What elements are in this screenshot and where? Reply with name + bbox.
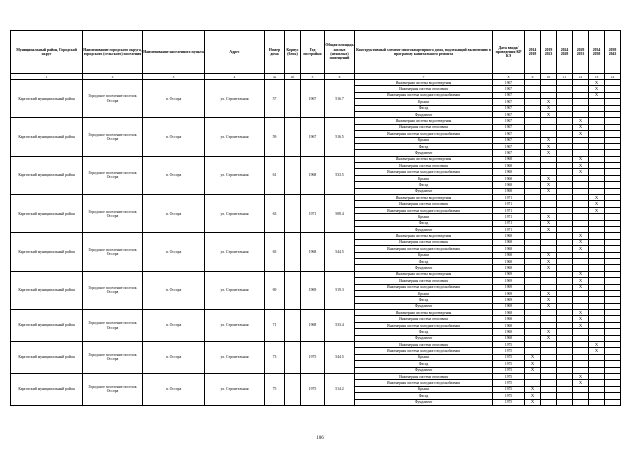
year-built-cell: 1975 [301,342,325,374]
period-mark-cell: X [541,175,557,181]
structural-element-cell: Фасад [355,361,493,367]
structural-element-cell: Фундамент [355,367,493,373]
column-header: Конструктивный элемент многоквартирного дома, подлежащий включению в программу капитального ремонта [355,31,493,74]
commission-date-cell: 1969 [493,284,525,290]
commission-date-cell: 1969 [493,290,525,296]
locality-cell: п. Оссора [143,80,205,118]
building-block-cell [285,271,301,309]
structural-element-cell: Инженерная система водоотведения [355,195,493,201]
period-mark-cell: X [589,80,605,86]
column-number: 6 [325,74,355,80]
commission-date-cell: 1967 [493,99,525,105]
period-mark-cell: X [541,214,557,220]
year-built-cell: 1969 [301,271,325,309]
commission-date-cell: 1975 [493,373,525,379]
commission-date-cell: 1975 [493,348,525,354]
column-number: 3 [143,74,205,80]
period-mark-cell: X [541,303,557,309]
locality-cell: п. Оссора [143,342,205,374]
period-mark-cell: X [541,335,557,341]
commission-date-cell: 1967 [493,86,525,92]
building-block-cell [285,373,301,405]
structural-element-cell: Инженерная система отопления [355,239,493,245]
column-number: 8 [493,74,525,80]
commission-date-cell: 1969 [493,271,525,277]
period-mark-cell: X [541,297,557,303]
structural-element-cell: Крыша [355,290,493,296]
structural-element-cell: Инженерная система холодного водоснабжения [355,348,493,354]
commission-date-cell: 1967 [493,118,525,124]
period-mark-cell: X [573,310,589,316]
column-number: 11 [557,74,573,80]
column-number: 10 [541,74,557,80]
commission-date-cell: 1968 [493,239,525,245]
column-header: Муниципальный район, Городской округ [11,31,83,74]
structural-element-cell: Фасад [355,182,493,188]
structural-element-cell: Фундамент [355,335,493,341]
structural-element-cell: Фундамент [355,150,493,156]
area-cell: 516.5 [325,118,355,156]
column-header: Корпус (блок) [285,31,301,74]
district-cell: Каргатский муниципальный район [11,373,83,405]
structural-element-cell: Фундамент [355,188,493,194]
column-header: Наименование городского округа, городского (сельского) поселения [83,31,143,74]
period-mark-cell: X [541,226,557,232]
column-header: Год постройки [301,31,325,74]
period-mark-cell: X [541,290,557,296]
column-header: 2039 2043 [605,31,621,74]
column-number: 9 [525,74,541,80]
period-mark-cell: X [541,99,557,105]
house-number-cell: 59 [265,118,285,156]
commission-date-cell: 1968 [493,246,525,252]
column-header: Дата ввода/ проведения КР КЭ [493,31,525,74]
column-number: 13 [589,74,605,80]
commission-date-cell: 1967 [493,111,525,117]
period-mark-cell: X [525,361,541,367]
house-number-cell: 69 [265,271,285,309]
year-built-cell: 1967 [301,118,325,156]
structural-element-cell: Инженерная система холодного водоснабжения [355,131,493,137]
house-number-cell: 71 [265,310,285,342]
structural-element-cell: Инженерная система отопления [355,86,493,92]
locality-cell: п. Оссора [143,195,205,233]
table-body [11,80,621,406]
house-number-cell: 63 [265,195,285,233]
structural-element-cell: Фундамент [355,111,493,117]
structural-element-cell: Фасад [355,258,493,264]
structural-element-cell: Инженерная система холодного водоснабжения [355,284,493,290]
area-cell: 514.2 [325,373,355,405]
commission-date-cell: 1968 [493,175,525,181]
period-mark-cell: X [541,265,557,271]
column-number: 4a [265,74,285,80]
period-mark-cell: X [541,329,557,335]
program-table-wrapper [10,30,621,406]
settlement-cell: Городское поселение поселок Оссора [83,373,143,405]
structural-element-cell: Фасад [355,393,493,399]
commission-date-cell: 1967 [493,80,525,86]
period-mark-cell [541,399,557,405]
period-mark-cell: X [573,316,589,322]
building-block-cell [285,80,301,118]
structural-element-cell: Инженерная система водоотведения [355,118,493,124]
commission-date-cell: 1975 [493,393,525,399]
commission-date-cell: 1967 [493,105,525,111]
period-mark-cell: X [573,233,589,239]
building-block-cell [285,195,301,233]
commission-date-cell: 1975 [493,354,525,360]
structural-element-cell: Фундамент [355,303,493,309]
commission-date-cell: 1968 [493,329,525,335]
year-built-cell: 1967 [301,80,325,118]
address-cell: ул. Строительная [205,118,265,156]
column-header: Номер дома [265,31,285,74]
period-mark-cell: X [573,246,589,252]
column-number: 14 [605,74,621,80]
structural-element-cell: Инженерная система холодного водоснабжения [355,169,493,175]
house-number-cell: 61 [265,156,285,194]
year-built-cell: 1971 [301,195,325,233]
commission-date-cell: 1975 [493,380,525,386]
commission-date-cell: 1975 [493,386,525,392]
structural-element-cell: Инженерная система отопления [355,278,493,284]
commission-date-cell: 1968 [493,258,525,264]
period-mark-cell: X [525,393,541,399]
period-mark-cell: X [573,278,589,284]
period-mark-cell: X [573,284,589,290]
address-cell: ул. Строительная [205,80,265,118]
structural-element-cell: Крыша [355,252,493,258]
column-header: 2029 2033 [573,31,589,74]
commission-date-cell: 1968 [493,233,525,239]
period-mark-cell: X [573,239,589,245]
period-mark-cell: X [589,92,605,98]
commission-date-cell: 1968 [493,252,525,258]
commission-date-cell: 1975 [493,342,525,348]
commission-date-cell: 1967 [493,137,525,143]
commission-date-cell: 1967 [493,150,525,156]
house-number-cell: 57 [265,80,285,118]
structural-element-cell: Инженерная система холодного водоснабжения [355,92,493,98]
period-mark-cell: X [589,207,605,213]
locality-cell: п. Оссора [143,271,205,309]
commission-date-cell: 1968 [493,310,525,316]
commission-date-cell: 1971 [493,214,525,220]
area-cell: 533.4 [325,310,355,342]
building-block-cell [285,342,301,374]
period-mark-cell [605,399,621,405]
column-header: 2034 2038 [589,31,605,74]
structural-element-cell: Крыша [355,386,493,392]
settlement-cell: Городское поселение поселок Оссора [83,80,143,118]
period-mark-cell: X [573,156,589,162]
column-header: Адрес [205,31,265,74]
period-mark-cell: X [541,182,557,188]
period-mark-cell: X [573,169,589,175]
locality-cell: п. Оссора [143,373,205,405]
district-cell: Каргатский муниципальный район [11,80,83,118]
area-cell: 533.5 [325,156,355,194]
commission-date-cell: 1969 [493,297,525,303]
commission-date-cell: 1971 [493,195,525,201]
structural-element-cell: Фундамент [355,226,493,232]
structural-element-cell: Инженерная система холодного водоснабжения [355,380,493,386]
district-cell: Каргатский муниципальный район [11,156,83,194]
period-mark-cell: X [541,143,557,149]
year-built-cell: 1975 [301,373,325,405]
column-header: Наименование населенного пункта [143,31,205,74]
structural-element-cell: Инженерная система отопления [355,124,493,130]
commission-date-cell: 1975 [493,399,525,405]
commission-date-cell: 1967 [493,131,525,137]
structural-element-cell: Инженерная система водоотведения [355,156,493,162]
district-cell: Каргатский муниципальный район [11,195,83,233]
column-number: 12 [573,74,589,80]
commission-date-cell: 1971 [493,220,525,226]
structural-element-cell: Инженерная система водоотведения [355,310,493,316]
district-cell: Каргатский муниципальный район [11,118,83,156]
structural-element-cell: Фасад [355,143,493,149]
locality-cell: п. Оссора [143,233,205,271]
settlement-cell: Городское поселение поселок Оссора [83,118,143,156]
address-cell: ул. Строительная [205,310,265,342]
locality-cell: п. Оссора [143,156,205,194]
commission-date-cell: 1967 [493,92,525,98]
header-row [11,31,621,74]
commission-date-cell: 1969 [493,303,525,309]
address-cell: ул. Строительная [205,342,265,374]
column-number: 4 [205,74,265,80]
district-cell: Каргатский муниципальный район [11,233,83,271]
locality-cell: п. Оссора [143,118,205,156]
period-mark-cell: X [541,105,557,111]
commission-date-cell: 1968 [493,316,525,322]
column-number: 5 [301,74,325,80]
structural-element-cell: Инженерная система отопления [355,373,493,379]
structural-element-cell: Инженерная система отопления [355,163,493,169]
district-cell: Каргатский муниципальный район [11,342,83,374]
address-cell: ул. Строительная [205,373,265,405]
period-mark-cell: X [573,271,589,277]
column-header: 2019 2023 [541,31,557,74]
commission-date-cell: 1968 [493,169,525,175]
house-number-cell: 73 [265,342,285,374]
column-header: 2014 2018 [525,31,541,74]
commission-date-cell: 1971 [493,207,525,213]
period-mark-cell: X [525,399,541,405]
structural-element-cell: Фасад [355,297,493,303]
period-mark-cell: X [573,118,589,124]
column-number: 1 [11,74,83,80]
period-mark-cell: X [541,188,557,194]
locality-cell: п. Оссора [143,310,205,342]
column-number: 2 [83,74,143,80]
period-mark-cell: X [525,367,541,373]
column-number: 4б [285,74,301,80]
structural-element-cell: Инженерная система отопления [355,316,493,322]
commission-date-cell: 1975 [493,367,525,373]
building-block-cell [285,118,301,156]
period-mark-cell [589,399,605,405]
commission-date-cell: 1967 [493,124,525,130]
structural-element-cell: Фасад [355,220,493,226]
period-mark-cell: X [541,220,557,226]
commission-date-cell: 1975 [493,361,525,367]
structural-element-cell: Инженерная система холодного водоснабжения [355,246,493,252]
settlement-cell: Городское поселение поселок Оссора [83,310,143,342]
building-block-cell [285,233,301,271]
period-mark-cell: X [525,386,541,392]
district-cell: Каргатский муниципальный район [11,310,83,342]
structural-element-cell: Крыша [355,214,493,220]
address-cell: ул. Строительная [205,156,265,194]
year-built-cell: 1968 [301,310,325,342]
period-mark-cell: X [573,163,589,169]
settlement-cell: Городское поселение поселок Оссора [83,233,143,271]
commission-date-cell: 1967 [493,143,525,149]
period-mark-cell: X [541,150,557,156]
structural-element-cell: Инженерная система отопления [355,342,493,348]
column-number: 7 [355,74,493,80]
district-cell: Каргатский муниципальный район [11,271,83,309]
structural-element-cell: Инженерная система холодного водоснабжения [355,322,493,328]
period-mark-cell: X [589,201,605,207]
period-mark-cell: X [573,380,589,386]
commission-date-cell: 1968 [493,156,525,162]
area-cell: 516.7 [325,80,355,118]
building-block-cell [285,156,301,194]
commission-date-cell: 1968 [493,188,525,194]
house-number-cell: 75 [265,373,285,405]
house-number-cell: 65 [265,233,285,271]
period-mark-cell [573,399,589,405]
structural-element-cell: Фундамент [355,265,493,271]
address-cell: ул. Строительная [205,233,265,271]
period-mark-cell: X [573,131,589,137]
period-mark-cell: X [541,252,557,258]
structural-element-cell: Инженерная система водоотведения [355,80,493,86]
year-built-cell: 1968 [301,156,325,194]
period-mark-cell: X [589,195,605,201]
structural-element-cell: Фасад [355,105,493,111]
commission-date-cell: 1968 [493,265,525,271]
period-mark-cell: X [589,342,605,348]
period-mark-cell: X [589,348,605,354]
structural-element-cell: Инженерная система водоотведения [355,233,493,239]
period-mark-cell: X [589,86,605,92]
year-built-cell: 1968 [301,233,325,271]
column-header: Общая площадь жилых (нежилых) помещений [325,31,355,74]
building-block-cell [285,310,301,342]
period-mark-cell: X [541,111,557,117]
period-mark-cell: X [541,258,557,264]
commission-date-cell: 1971 [493,201,525,207]
period-mark-cell: X [573,373,589,379]
structural-element-cell: Крыша [355,137,493,143]
area-cell: 544.5 [325,342,355,374]
period-mark-cell: X [573,322,589,328]
structural-element-cell: Инженерная система холодного водоснабжения [355,207,493,213]
commission-date-cell: 1971 [493,226,525,232]
settlement-cell: Городское поселение поселок Оссора [83,156,143,194]
settlement-cell: Городское поселение поселок Оссора [83,271,143,309]
structural-element-cell: Инженерная система водоотведения [355,271,493,277]
commission-date-cell: 1968 [493,182,525,188]
structural-element-cell: Инженерная система отопления [355,201,493,207]
structural-element-cell: Крыша [355,354,493,360]
address-cell: ул. Строительная [205,195,265,233]
address-cell: ул. Строительная [205,271,265,309]
structural-element-cell: Крыша [355,99,493,105]
commission-date-cell: 1969 [493,278,525,284]
period-mark-cell: X [541,137,557,143]
structural-element-cell: Фасад [355,329,493,335]
structural-element-cell: Крыша [355,175,493,181]
period-mark-cell: X [525,354,541,360]
area-cell: 519.3 [325,271,355,309]
commission-date-cell: 1968 [493,322,525,328]
column-header: 2024 2028 [557,31,573,74]
area-cell: 544.5 [325,233,355,271]
period-mark-cell: X [573,124,589,130]
commission-date-cell: 1968 [493,335,525,341]
structural-element-cell: Фундамент [355,399,493,405]
commission-date-cell: 1968 [493,163,525,169]
area-cell: 508.4 [325,195,355,233]
period-mark-cell [557,399,573,405]
page-number: 106 [316,436,324,441]
capital-repair-table [10,30,621,406]
settlement-cell: Городское поселение поселок Оссора [83,342,143,374]
settlement-cell: Городское поселение поселок Оссора [83,195,143,233]
